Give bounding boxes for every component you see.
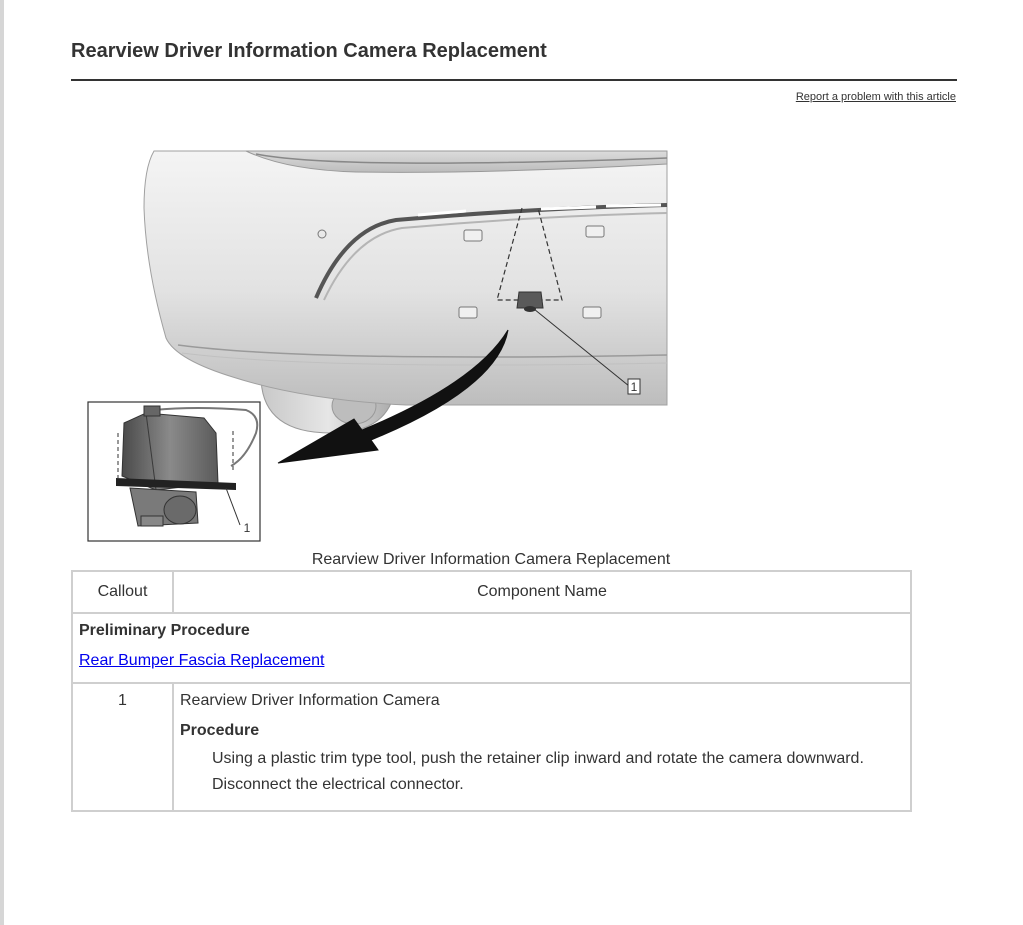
- component-name: Rearview Driver Information Camera: [180, 692, 440, 709]
- table-row: [72, 683, 911, 811]
- callout-number-inset: 1: [243, 521, 251, 535]
- figure-caption: Rearview Driver Information Camera Replacement: [311, 551, 671, 568]
- rear-bumper-fascia-link[interactable]: Rear Bumper Fascia Replacement: [79, 652, 325, 669]
- callout-cell: 1: [72, 683, 173, 811]
- callout-column-header: Callout: [72, 571, 173, 613]
- component-column-header: Component Name: [173, 571, 911, 613]
- left-border: [0, 0, 4, 925]
- component-cell: [173, 683, 911, 811]
- procedure-step: Disconnect the electrical connector.: [212, 776, 464, 793]
- preliminary-procedure-title: Preliminary Procedure: [79, 622, 250, 639]
- callout-number-main: 1: [630, 380, 638, 394]
- title-divider: [71, 79, 957, 81]
- preliminary-cell: [72, 613, 911, 683]
- procedure-title: Procedure: [180, 722, 260, 739]
- camera-location-marker: [517, 292, 543, 308]
- preliminary-row: [72, 613, 911, 683]
- table-header-row: [72, 571, 911, 613]
- procedure-step: Using a plastic trim type tool, push the retainer clip inward and rotate the camera downward.: [212, 750, 864, 767]
- camera-location-illustration: [86, 148, 686, 548]
- component-table: [71, 570, 912, 812]
- report-problem-link[interactable]: Report a problem with this article: [795, 91, 956, 103]
- page-title: Rearview Driver Information Camera Replacement: [71, 40, 547, 62]
